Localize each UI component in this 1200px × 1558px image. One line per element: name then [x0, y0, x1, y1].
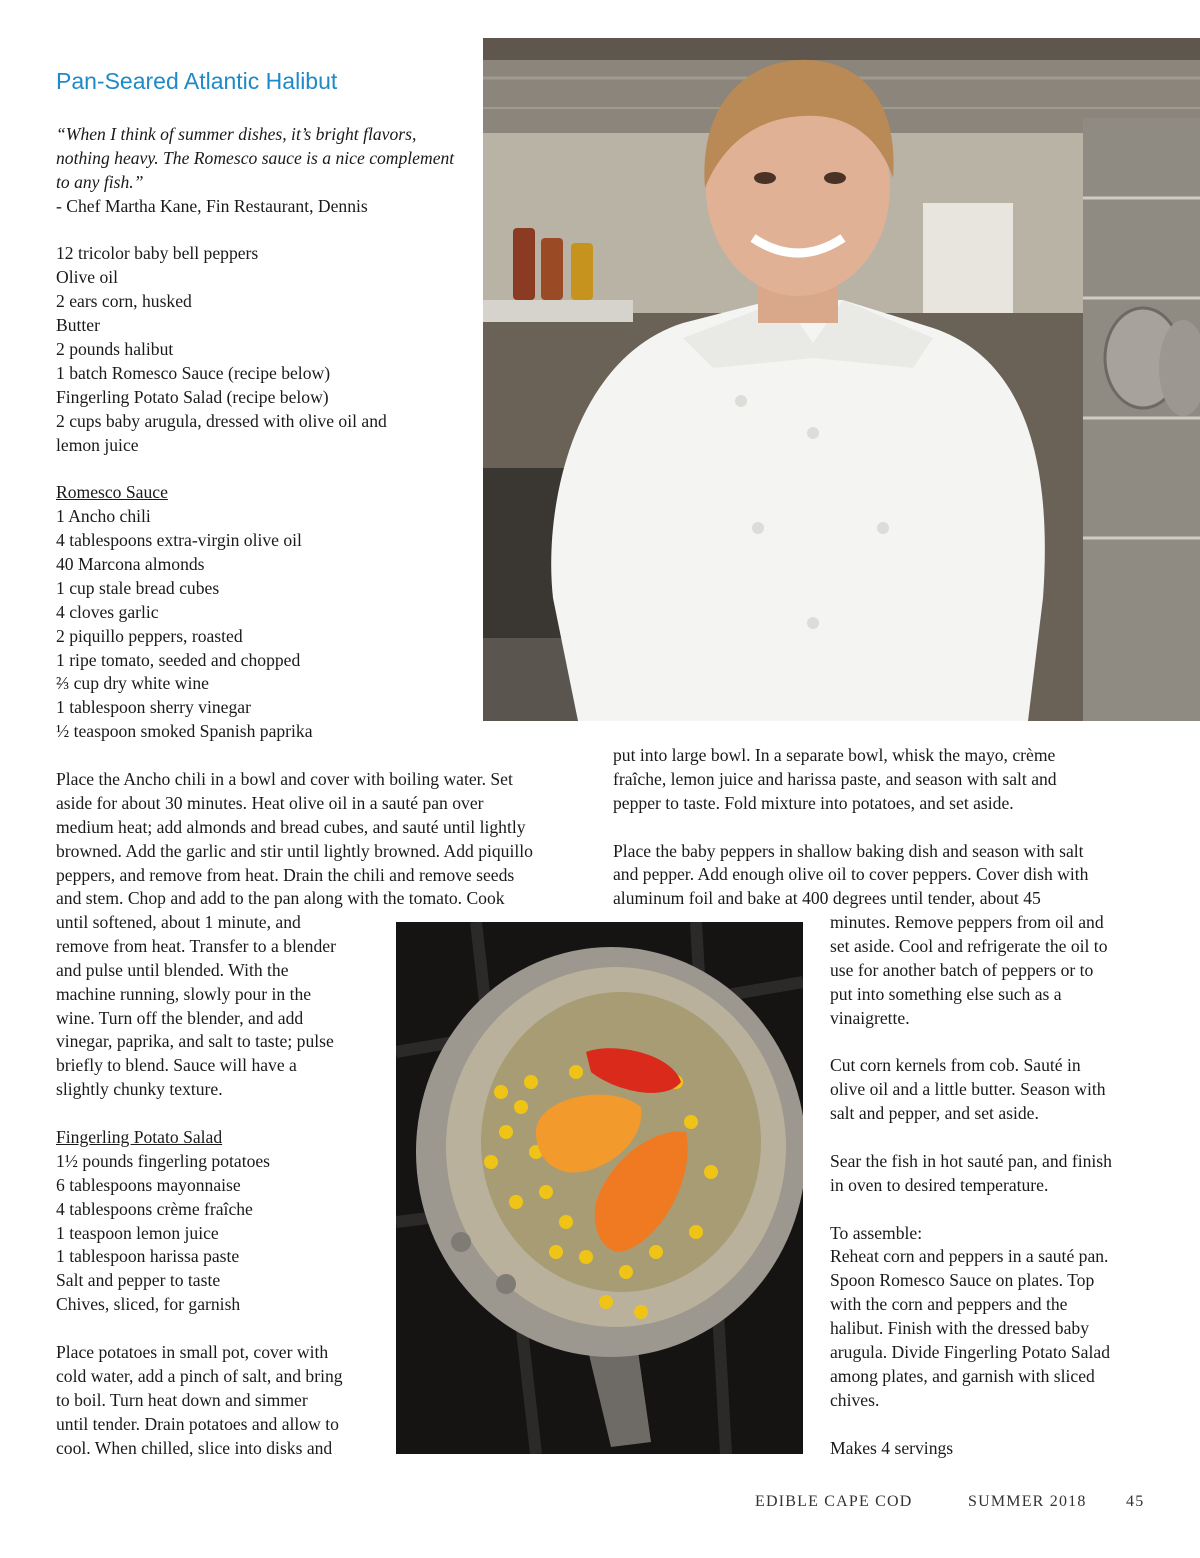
assemble-heading: To assemble: — [830, 1222, 923, 1243]
recipe-title: Pan-Seared Atlantic Halibut — [56, 68, 338, 94]
romesco-ingredient: ⅔ cup dry white wine — [56, 673, 209, 694]
method-line: arugula. Divide Fingerling Potato Salad — [830, 1342, 1110, 1363]
method-line: Reheat corn and peppers in a sauté pan. — [830, 1246, 1109, 1267]
romesco-ingredient: 1 cup stale bread cubes — [56, 577, 220, 598]
method-line: to boil. Turn heat down and simmer — [56, 1389, 308, 1410]
method-line: set aside. Cool and refrigerate the oil to — [830, 935, 1108, 956]
method-line: peppers, and remove from heat. Drain the chili and remove seeds — [56, 864, 515, 885]
method-line: until tender. Drain potatoes and allow to — [56, 1413, 339, 1434]
potato-ingredient: Salt and pepper to taste — [56, 1270, 221, 1291]
ingredient-item: 2 cups baby arugula, dressed with olive oil and — [56, 410, 387, 431]
method-line: Place the Ancho chili in a bowl and cover with boiling water. Set — [56, 769, 513, 789]
method-line: until softened, about 1 minute, and — [56, 912, 301, 932]
right-upper-column — [613, 744, 1088, 911]
ingredient-item: Butter — [56, 315, 100, 336]
ingredient-item: lemon juice — [56, 434, 139, 455]
pan-photo — [396, 922, 803, 1454]
page-number: 45 — [1126, 1493, 1145, 1510]
romesco-ingredient: 2 piquillo peppers, roasted — [56, 625, 243, 646]
method-line: minutes. Remove peppers from oil and — [830, 912, 1104, 932]
method-line: Place the baby peppers in shallow baking dish and season with salt — [613, 840, 1084, 861]
method-line: fraîche, lemon juice and harissa paste, and season with salt and — [613, 768, 1057, 789]
romesco-ingredient: 1 tablespoon sherry vinegar — [56, 697, 251, 718]
method-line: among plates, and garnish with sliced — [830, 1365, 1095, 1386]
method-line: medium heat; add almonds and bread cubes, and sauté until lightly — [56, 816, 526, 837]
method-line: vinaigrette. — [830, 1007, 910, 1028]
romesco-ingredient: 1 ripe tomato, seeded and chopped — [56, 649, 301, 670]
ingredient-item: Olive oil — [56, 267, 119, 288]
potato-ingredient: 1 teaspoon lemon juice — [56, 1222, 219, 1243]
chef-attribution: - Chef Martha Kane, Fin Restaurant, Dennis — [56, 195, 368, 216]
potato-ingredient: 6 tablespoons mayonnaise — [56, 1174, 241, 1195]
quote-line: to any fish.” — [56, 171, 144, 192]
romesco-ingredient: 40 Marcona almonds — [56, 554, 205, 575]
method-line: chives. — [830, 1389, 880, 1410]
right-column — [830, 911, 1112, 1460]
romesco-ingredient: 4 cloves garlic — [56, 601, 159, 622]
method-line: use for another batch of peppers or to — [830, 959, 1094, 980]
method-line: put into something else such as a — [830, 983, 1062, 1004]
method-line: and pepper. Add enough olive oil to cover peppers. Cover dish with — [613, 864, 1089, 885]
method-line: aside for about 30 minutes. Heat olive oil in a sauté pan over — [56, 792, 484, 813]
method-line: pepper to taste. Fold mixture into potatoes, and set aside. — [613, 792, 1014, 813]
method-line: slightly chunky texture. — [56, 1079, 223, 1100]
method-line: in oven to desired temperature. — [830, 1174, 1049, 1195]
method-line: cool. When chilled, slice into disks and — [56, 1437, 333, 1458]
intro-block — [56, 123, 454, 744]
left-lower-column — [56, 911, 343, 1460]
method-line: machine running, slowly pour in the — [56, 983, 312, 1004]
method-line: vinegar, paprika, and salt to taste; pulse — [56, 1031, 334, 1052]
romesco-method-wide — [56, 768, 533, 911]
method-line: halibut. Finish with the dressed baby — [830, 1318, 1089, 1339]
quote-line: nothing heavy. The Romesco sauce is a nice complement — [56, 147, 455, 168]
servings: Makes 4 servings — [830, 1437, 954, 1458]
ingredient-item: 2 pounds halibut — [56, 339, 174, 360]
method-line: and stem. Chop and add to the pan along with the tomato. Cook — [56, 888, 505, 909]
method-line: Spoon Romesco Sauce on plates. Top — [830, 1270, 1095, 1291]
footer-issue: SUMMER 2018 — [968, 1493, 1087, 1510]
method-line: olive oil and a little butter. Season with — [830, 1079, 1106, 1100]
romesco-ingredient: ½ teaspoon smoked Spanish paprika — [56, 721, 313, 742]
method-line: wine. Turn off the blender, and add — [56, 1007, 304, 1028]
method-line: browned. Add the garlic and stir until lightly browned. Add piquillo — [56, 840, 533, 861]
method-line: cold water, add a pinch of salt, and bring — [56, 1365, 343, 1386]
chef-photo — [483, 38, 1200, 721]
potato-ingredient: Chives, sliced, for garnish — [56, 1294, 241, 1315]
method-line: salt and pepper, and set aside. — [830, 1103, 1039, 1124]
quote-line: “When I think of summer dishes, it’s bright flavors, — [56, 124, 417, 144]
method-line: Place potatoes in small pot, cover with — [56, 1342, 329, 1363]
romesco-ingredient: 4 tablespoons extra-virgin olive oil — [56, 530, 302, 551]
potato-ingredient: 1½ pounds fingerling potatoes — [56, 1150, 271, 1171]
method-line: Sear the fish in hot sauté pan, and finish — [830, 1150, 1112, 1171]
method-line: Cut corn kernels from cob. Sauté in — [830, 1055, 1081, 1076]
ingredient-item: 1 batch Romesco Sauce (recipe below) — [56, 362, 331, 383]
ingredient-item: 12 tricolor baby bell peppers — [56, 243, 259, 264]
method-line: remove from heat. Transfer to a blender — [56, 935, 336, 956]
method-line: aluminum foil and bake at 400 degrees until tender, about 45 — [613, 888, 1041, 909]
ingredient-item: Fingerling Potato Salad (recipe below) — [56, 386, 329, 407]
potato-ingredient: 4 tablespoons crème fraîche — [56, 1198, 253, 1219]
method-line: briefly to blend. Sauce will have a — [56, 1055, 297, 1076]
potato-ingredient: 1 tablespoon harissa paste — [56, 1246, 240, 1267]
method-line: with the corn and peppers and the — [830, 1294, 1068, 1315]
romesco-ingredient: 1 Ancho chili — [56, 506, 151, 527]
ingredient-item: 2 ears corn, husked — [56, 291, 192, 312]
method-line: and pulse until blended. With the — [56, 959, 289, 980]
footer-publication: EDIBLE CAPE COD — [755, 1493, 913, 1510]
method-line: put into large bowl. In a separate bowl, whisk the mayo, crème — [613, 745, 1056, 765]
romesco-heading: Romesco Sauce — [56, 482, 168, 503]
potato-salad-heading: Fingerling Potato Salad — [56, 1127, 223, 1148]
